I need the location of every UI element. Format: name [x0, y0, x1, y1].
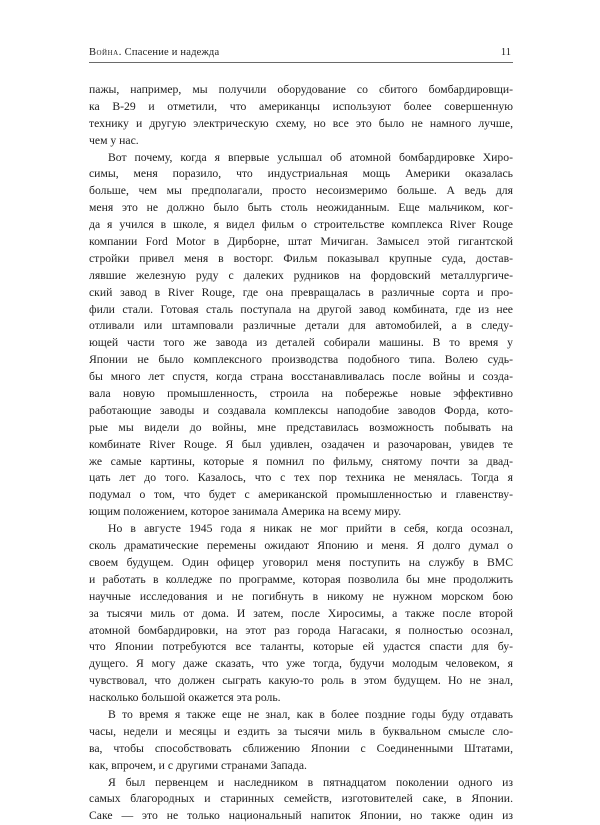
text-line: вала новую промышленность, строила на побережье новые эффективно	[89, 387, 513, 401]
text-line: Саке — это не только национальный напиток Японии, но также один из	[89, 809, 513, 823]
running-head	[89, 46, 513, 63]
text-line: больше, чем мы предполагали, просто несоизмеримо больше. А ведь для	[89, 184, 513, 198]
text-line: сколь драматические перемены ожидают Японию и меня. Я долго думал о	[89, 539, 513, 553]
text-line: насколько большой окажется эта роль.	[89, 691, 281, 705]
running-head-title: Война. Спасение и надежда	[89, 47, 220, 58]
body-text	[89, 82, 513, 825]
page-number: 11	[500, 47, 511, 58]
text-line: фили стали. Готовая сталь поступала на другой завод комбината, где из нее	[89, 302, 513, 316]
text-line: подумал о том, что будет с американской промышленностью и главенству-	[89, 488, 513, 502]
text-line: отливали или штамповали различные детали для автомобилей, а в следу-	[89, 319, 513, 333]
text-line: научные исследования и не погибнуть в никому не нужном морском бою	[89, 589, 513, 603]
text-line: комбинате River Rouge. Я был удивлен, озадачен и разочарован, увидев те	[89, 437, 513, 451]
text-line: технику и другую электрическую схему, но все это было не намного лучше,	[89, 116, 513, 130]
text-line: пажы, например, мы получили оборудование со сбитого бомбардировщи-	[89, 83, 513, 96]
text-line: В то время я также еще не знал, как в более поздние годы буду отдавать	[108, 707, 513, 721]
text-line: чувствовал, что должен сыграть какую-то роль в этом будущем. Но не знал,	[89, 674, 513, 688]
text-line: ский завод в River Rouge, где она превращалась в различные сорта и про-	[89, 285, 513, 299]
text-line: же самые картины, которые я помнил по фильму, снятому почти за двад-	[89, 454, 513, 468]
text-line: меня это не должно было быть столь неожиданным. Еще мальчиком, ког-	[89, 201, 513, 215]
text-line: часы, недели и месяцы и ездить за тысячи миль в буквальном смысле сло-	[89, 724, 513, 738]
text-line: что Японии потребуются все таланты, которые ей удастся спасти для бу-	[89, 640, 513, 654]
text-line: ющей части того же завода из деталей собирали машины. В то время у	[89, 336, 513, 350]
text-line: как, впрочем, и с другими странами Запада.	[89, 758, 307, 772]
text-line: дущего. Я могу даже сказать, что уже тогда, будучи молодым человеком, я	[89, 657, 513, 671]
text-line: компании Ford Motor в Дирборне, штат Мичиган. Замысел этой гигантской	[89, 235, 513, 249]
text-line: за тысячи миль от дома. И затем, после Хиросимы, а также после второй	[89, 606, 513, 620]
text-line: рые мы видели до войны, мне представилась возможность побывать на	[89, 420, 513, 434]
text-line: ющим положением, которое занимала Америка на всему миру.	[89, 505, 402, 519]
paragraph-1	[89, 82, 513, 150]
text-line: да я учился в школе, я видел фильм о строительстве комплекса River Rouge	[89, 218, 513, 232]
text-line: Вот почему, когда я впервые услышал об атомной бомбардировке Хиро-	[108, 150, 513, 164]
paragraph-2	[89, 150, 513, 522]
text-line: атомной бомбардировки, на этот раз города Нагасаки, я полностью осознал,	[89, 623, 513, 637]
paragraph-4	[89, 707, 513, 775]
text-line: и работать в колледже по программе, которая позволила бы мне продолжить	[89, 572, 513, 586]
text-line: лявшие железную руду с далеких рудников на фордовский металлургиче-	[89, 268, 513, 282]
paragraph-3	[89, 521, 513, 707]
paragraph-5	[89, 775, 513, 825]
text-line: Но в августе 1945 года я никак не мог прийти в себя, когда осознал,	[108, 522, 513, 536]
text-line: самых благородных и старинных семейств, изготовителей саке, в Японии.	[89, 792, 513, 806]
text-line: Японии не было комплексного производства подобного типа. Волею судь-	[89, 353, 513, 367]
text-line: цать лет до того. Казалось, что с тех пор техника не менялась. Тогда я	[89, 471, 513, 485]
text-line: бы много лет спустя, когда страна восстанавливалась после войны и созда-	[89, 370, 513, 384]
text-line: работающие заводы и создавала комплексы наподобие заводов Форда, кото-	[89, 403, 513, 417]
text-line: стройки привел меня в восторг. Фильм показывал крупные суда, достав-	[89, 251, 513, 265]
text-line: симы, меня поразило, что индустриальная мощь Америки оказалась	[89, 167, 513, 181]
text-line: ва, чтобы способствовать сближению Японии с Соединенными Штатами,	[89, 741, 513, 755]
text-line: Я был первенцем и наследником в пятнадцатом поколении одного из	[108, 775, 513, 789]
text-line: чем у нас.	[89, 133, 139, 147]
text-line: своем будущем. Один офицер уговорил меня поступить на службу в ВМС	[89, 555, 513, 569]
text-line: ка B-29 и отметили, что американцы используют более совершенную	[89, 99, 513, 113]
